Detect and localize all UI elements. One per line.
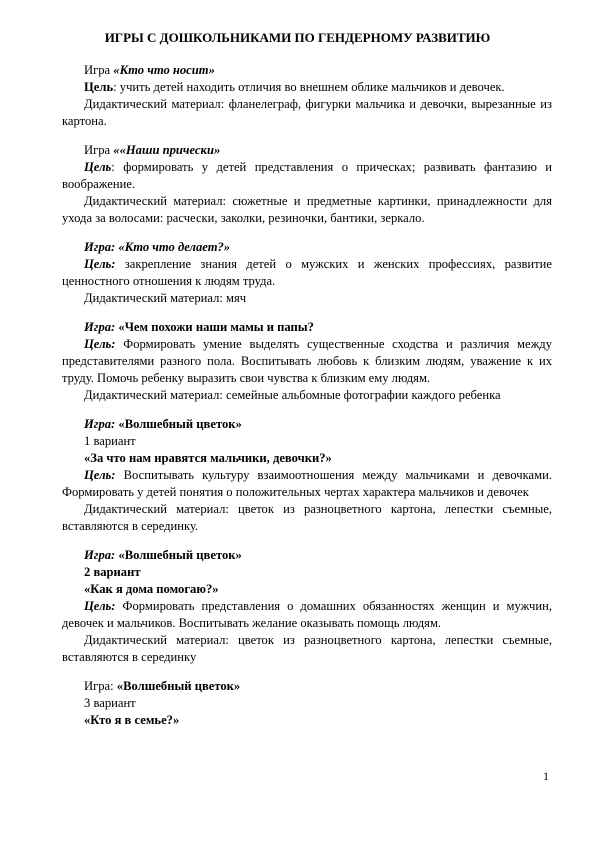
game-goal: [62, 598, 552, 632]
game-subtitle: «Как я дома помогаю?»: [84, 582, 219, 596]
game-goal: [62, 159, 552, 193]
game-5: [62, 416, 552, 535]
goal-text: Формировать умение выделять существенные сходства и различия между представителями разного пола. Воспитывать любовь к близким людям, уважение к их труду. Помочь ребенку выразить свои чувства к близким ему людям.: [62, 337, 552, 385]
goal-text: : формировать у детей представления о прическах; развивать фантазию и воображение.: [62, 160, 552, 191]
page-number: 1: [543, 769, 549, 783]
goal-label: Цель:: [84, 337, 116, 351]
game-name: «Кто что делает?»: [118, 240, 231, 254]
game-name: ««Наши прически»: [113, 143, 221, 157]
game-2: [62, 142, 552, 227]
game-heading: [62, 239, 552, 256]
goal-label: Цель: [84, 160, 112, 174]
goal-label: Цель:: [84, 599, 116, 613]
game-goal: [62, 256, 552, 290]
game-subtitle: «За что нам нравятся мальчики, девочки?»: [84, 451, 332, 465]
game-prefix: Игра: [84, 63, 114, 77]
game-material: Дидактический материал: семейные альбомные фотографии каждого ребенка: [84, 388, 501, 402]
game-variant: 3 вариант: [84, 696, 136, 710]
game-prefix: Игра:: [84, 679, 117, 693]
game-prefix: Игра:: [84, 417, 119, 431]
page-title: ИГРЫ С ДОШКОЛЬНИКАМИ ПО ГЕНДЕРНОМУ РАЗВИТИЮ: [104, 30, 491, 45]
game-prefix: Игра: [84, 143, 114, 157]
game-heading: [62, 416, 552, 433]
game-variant: 1 вариант: [84, 434, 136, 448]
game-prefix: Игра:: [84, 320, 119, 334]
game-heading: [62, 547, 552, 564]
game-heading: [62, 142, 552, 159]
game-heading: [62, 319, 552, 336]
goal-label: Цель:: [84, 468, 116, 482]
game-6: [62, 547, 552, 666]
game-subtitle: «Кто я в семье?»: [84, 713, 180, 727]
game-name: «Волшебный цветок»: [116, 679, 241, 693]
game-name: «Чем похожи наши мамы и папы?: [118, 320, 314, 334]
game-name: «Волшебный цветок»: [118, 548, 242, 562]
goal-text: закрепление знания детей о мужских и женских профессиях, развитие ценностного отношения к людям труда.: [62, 257, 552, 288]
goal-text: : учить детей находить отличия во внешнем облике мальчиков и девочек.: [113, 80, 505, 94]
goal-label: Цель:: [84, 257, 116, 271]
game-prefix: Игра:: [84, 548, 119, 562]
goal-label: Цель: [84, 80, 114, 94]
game-material: Дидактический материал: сюжетные и предметные картинки, принадлежности для ухода за волосами: расчески, заколки, резиночки, бантики, зеркало.: [62, 194, 552, 225]
games-list: [62, 62, 552, 741]
game-4: [62, 319, 552, 404]
game-name: «Волшебный цветок»: [118, 417, 242, 431]
game-goal: [62, 336, 552, 387]
goal-text: Формировать представления о домашних обязанностях женщин и мужчин, девочек и мальчиков. Воспитывать желание оказывать помощь людям.: [62, 599, 552, 630]
game-heading: [62, 678, 552, 695]
game-1: [62, 62, 552, 130]
game-goal: [62, 467, 552, 501]
goal-text: Воспитывать культуру взаимоотношения между мальчиками и девочками. Формировать у детей понятия о положительных чертах характера мальчиков и девочек: [62, 468, 552, 499]
game-prefix: Игра:: [84, 240, 119, 254]
game-3: [62, 239, 552, 307]
game-material: Дидактический материал: цветок из разноцветного картона, лепестки съемные, вставляются в серединку.: [62, 502, 552, 533]
game-heading: [62, 62, 552, 79]
game-material: Дидактический материал: цветок из разноцветного картона, лепестки съемные, вставляются в серединку: [62, 633, 552, 664]
game-material: Дидактический материал: мяч: [84, 291, 247, 305]
game-goal: [62, 79, 552, 96]
game-material: Дидактический материал: фланелеграф, фигурки мальчика и девочки, вырезанные из картона.: [62, 97, 552, 128]
game-7: [62, 678, 552, 729]
game-variant: 2 вариант: [84, 565, 141, 579]
game-name: «Кто что носит»: [113, 63, 215, 77]
